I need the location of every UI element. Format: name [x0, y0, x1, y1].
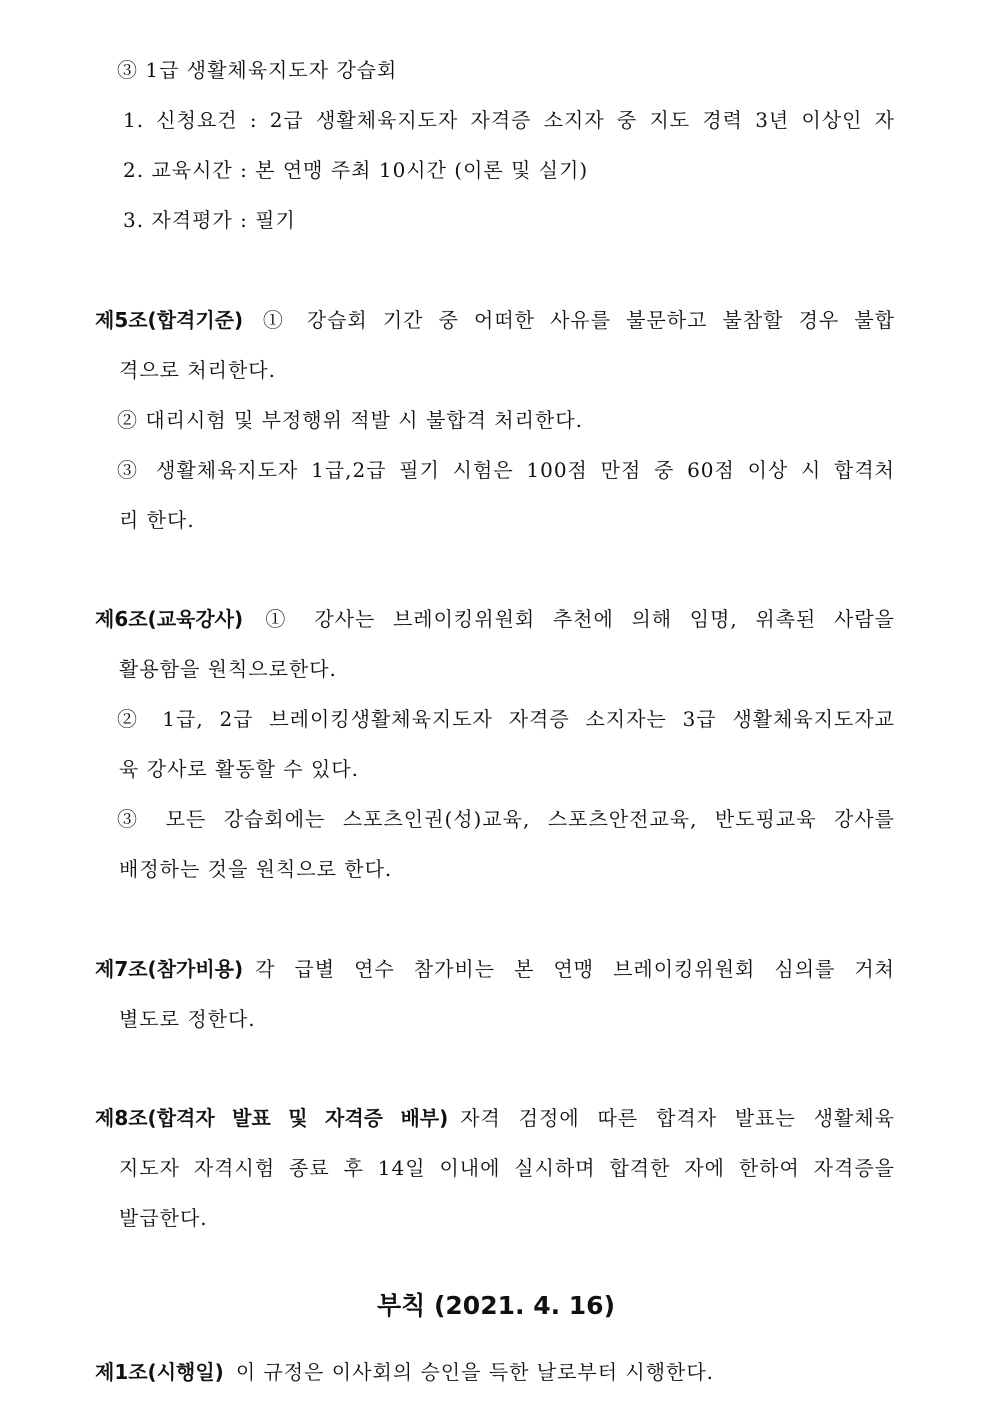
article5-heading: 제5조(합격기준) [95, 308, 244, 332]
article5-first-line [95, 306, 895, 334]
article8-line: 자격 검정에 따른 합격자 발표는 생활체육 [460, 1106, 895, 1130]
article8-first-line [95, 1104, 895, 1132]
article6-line: ② 1급, 2급 브레이킹생활체육지도자 자격증 소지자는 3급 생활체육지도자교 [117, 707, 895, 731]
article7-first-line [95, 955, 895, 983]
article5-line: ③ 생활체육지도자 1급,2급 필기 시험은 100점 만점 중 60점 이상 시 합격처 [117, 458, 895, 482]
addendum-article1-text: 이 규정은 이사회의 승인을 득한 날로부터 시행한다. [235, 1360, 715, 1384]
article5-line: ② 대리시험 및 부정행위 적발 시 불합격 처리한다. [117, 408, 583, 432]
article6-line: 활용함을 원칙으로한다. [119, 657, 337, 681]
article5-line: 격으로 처리한다. [119, 358, 276, 382]
addendum-article1-line [95, 1358, 714, 1386]
article8-line: 발급한다. [119, 1206, 208, 1230]
addendum-title: 부칙 (2021. 4. 16) [376, 1291, 616, 1320]
course-item-evaluation: 3. 자격평가 : 필기 [123, 208, 296, 232]
article7-line: 별도로 정한다. [119, 1007, 256, 1031]
article7-heading: 제7조(참가비용) [95, 957, 244, 981]
article6-line: ① 강사는 브레이킹위원회 추천에 의해 임명, 위촉된 사람을 [255, 607, 895, 631]
article6-line: ③ 모든 강습회에는 스포츠인권(성)교육, 스포츠안전교육, 반도핑교육 강사를 [117, 807, 895, 831]
article8-heading: 제8조(합격자 발표 및 자격증 배부) [95, 1106, 449, 1130]
course-item-hours: 2. 교육시간 : 본 연맹 주최 10시간 (이론 및 실기) [123, 158, 589, 182]
article6-line: 배정하는 것을 원칙으로 한다. [119, 857, 393, 881]
article5-line: ① 강습회 기간 중 어떠한 사유를 불문하고 불참할 경우 불합 [255, 308, 895, 332]
article5-line: 리 한다. [119, 508, 195, 532]
course-item-requirement: 1. 신청요건 : 2급 생활체육지도자 자격증 소지자 중 지도 경력 3년 이상인 자 [123, 108, 895, 132]
article7-line: 각 급별 연수 참가비는 본 연맹 브레이킹위원회 심의를 거쳐 [255, 957, 895, 981]
article6-heading: 제6조(교육강사) [95, 607, 244, 631]
article8-line: 지도자 자격시험 종료 후 14일 이내에 실시하며 합격한 자에 한하여 자격증을 [119, 1156, 895, 1180]
course-title: ③ 1급 생활체육지도자 강습회 [117, 58, 398, 82]
article6-line: 육 강사로 활동할 수 있다. [119, 757, 359, 781]
addendum-article1-heading: 제1조(시행일) [95, 1360, 224, 1384]
article6-first-line [95, 605, 895, 633]
